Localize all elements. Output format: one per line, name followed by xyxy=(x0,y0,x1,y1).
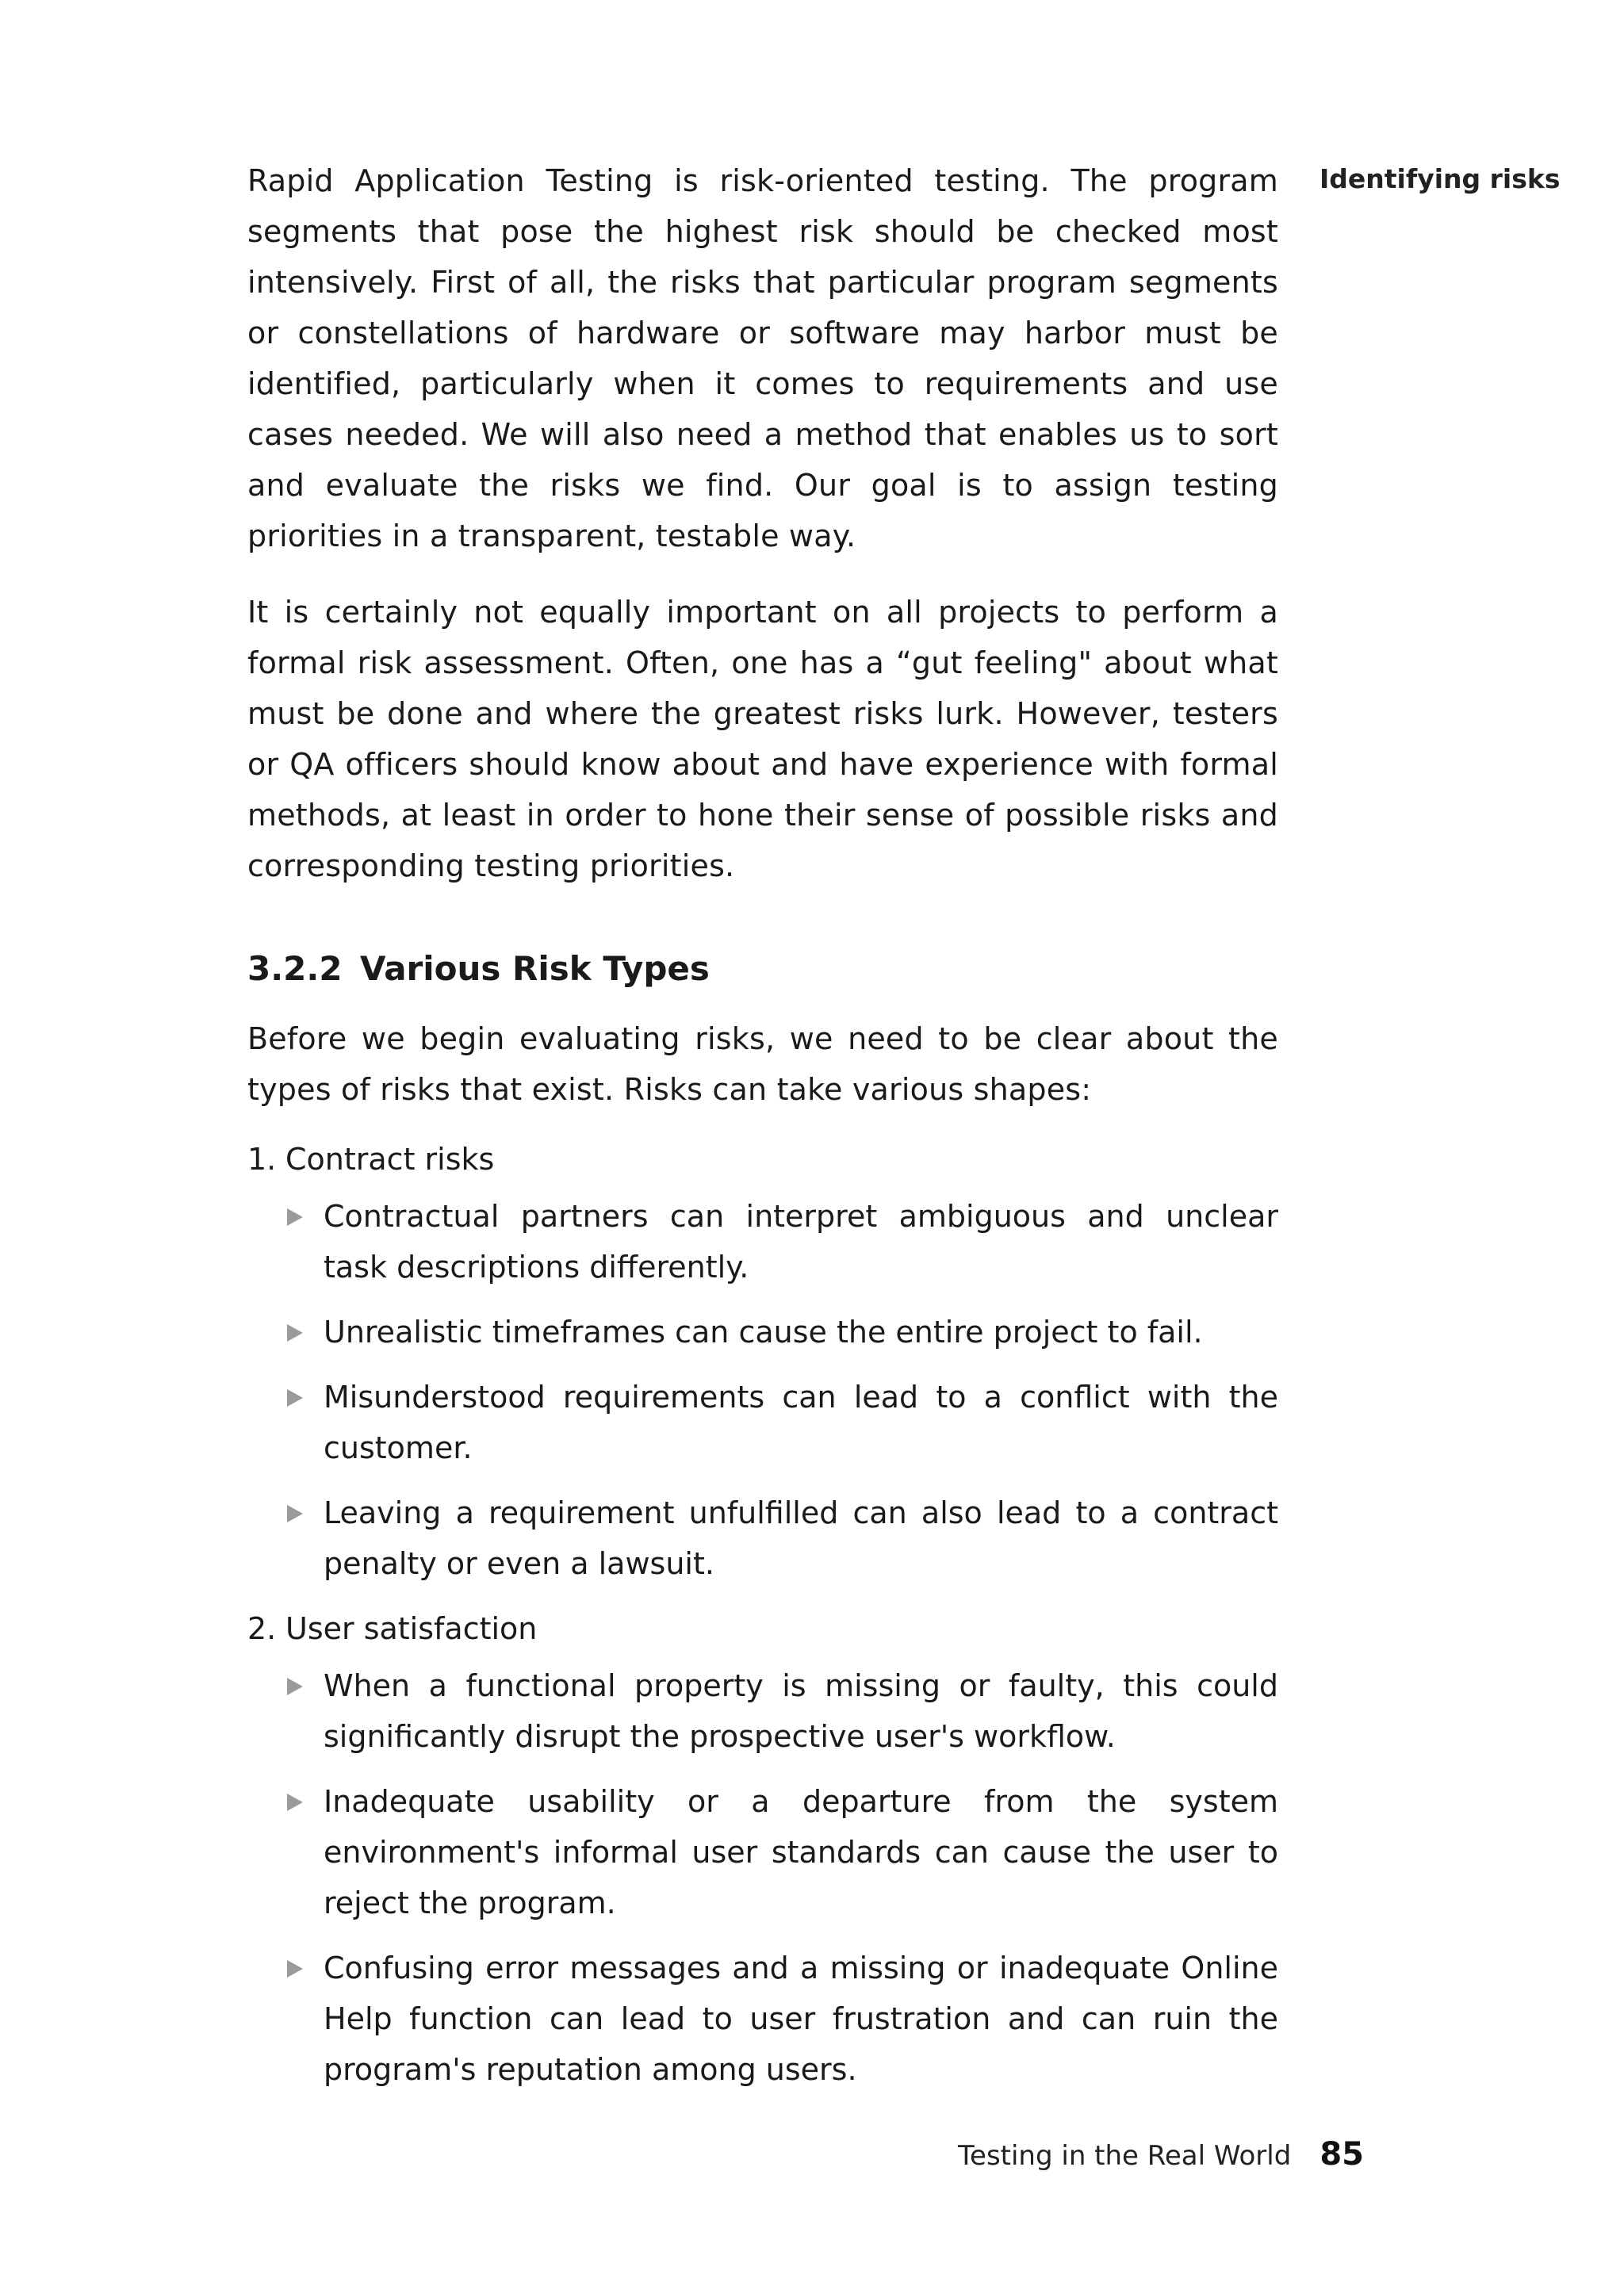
list-item xyxy=(247,1943,1278,2095)
bullet-text: Leaving a requirement unfulfilled can also lead to a contract penalty or even a lawsuit. xyxy=(324,1495,1278,1581)
group-title xyxy=(247,1603,1278,1654)
intro-paragraph-1: Rapid Application Testing is risk-oriented testing. The program segments that pose the highest risk should be checked most intensively. First of all, the risks that particular program segments or constellations of hardware or software may harbor must be identified, particularly when it comes to requirements and use cases needed. We will also need a method that enables us to sort and evaluate the risks we find. Our goal is to assign testing priorities in a transparent, testable way. xyxy=(247,163,1278,553)
bullet-text: Misunderstood requirements can lead to a conflict with the customer. xyxy=(324,1380,1278,1465)
list-item xyxy=(247,1488,1278,1589)
triangle-bullet-icon xyxy=(287,1505,303,1522)
list-item xyxy=(247,1307,1278,1357)
triangle-bullet-icon xyxy=(287,1324,303,1342)
bullet-text: Contractual partners can interpret ambiguous and unclear task descriptions differently. xyxy=(324,1199,1278,1285)
section-number: 3.2.2 xyxy=(247,949,343,988)
triangle-bullet-icon xyxy=(287,1389,303,1407)
triangle-bullet-icon xyxy=(287,1960,303,1978)
list-item xyxy=(247,1776,1278,1928)
section-lead-paragraph: Before we begin evaluating risks, we need to be clear about the types of risks that exist. Risks can take various shapes: xyxy=(247,1021,1278,1107)
triangle-bullet-icon xyxy=(287,1794,303,1811)
triangle-bullet-icon xyxy=(287,1678,303,1695)
list-item xyxy=(247,1660,1278,1762)
bullet-text: Inadequate usability or a departure from the system environment's informal user standards can cause the user to reject the program. xyxy=(324,1784,1278,1920)
group-number: 1. xyxy=(247,1142,277,1177)
page-footer xyxy=(904,2136,1364,2173)
bullet-text: When a functional property is missing or faulty, this could significantly disrupt the prospective user's workflow. xyxy=(324,1668,1278,1754)
bullet-text: Confusing error messages and a missing or inadequate Online Help function can lead to user frustration and can ruin the program's reputation among users. xyxy=(324,1951,1278,2087)
intro-paragraph-2: It is certainly not equally important on all projects to perform a formal risk assessment. Often, one has a “gut feeling" about what must be done and where the greatest risks lurk. However, testers or QA officers should know about and have experience with formal methods, at least in order to hone their sense of possible risks and corresponding testing priorities. xyxy=(247,595,1278,883)
section-heading xyxy=(247,945,1278,993)
risk-types-list xyxy=(247,1134,1278,2095)
footer-book-title: Testing in the Real World xyxy=(958,2140,1292,2172)
bullet-list xyxy=(247,1191,1278,1589)
group-number: 2. xyxy=(247,1611,277,1646)
group-title-text: Contract risks xyxy=(285,1142,495,1177)
list-item xyxy=(247,1191,1278,1292)
group-title xyxy=(247,1134,1278,1185)
risk-group-user-satisfaction xyxy=(247,1603,1278,2095)
risk-group-contract xyxy=(247,1134,1278,1589)
list-item xyxy=(247,1372,1278,1473)
group-title-text: User satisfaction xyxy=(285,1611,538,1646)
bullet-list xyxy=(247,1660,1278,2095)
bullet-text: Unrealistic timeframes can cause the entire project to fail. xyxy=(324,1315,1203,1350)
triangle-bullet-icon xyxy=(287,1208,303,1226)
main-text-column xyxy=(247,155,1278,2109)
section-title: Various Risk Types xyxy=(360,949,710,988)
page-number: 85 xyxy=(1320,2136,1364,2173)
margin-note: Identifying risks xyxy=(1320,163,1561,194)
